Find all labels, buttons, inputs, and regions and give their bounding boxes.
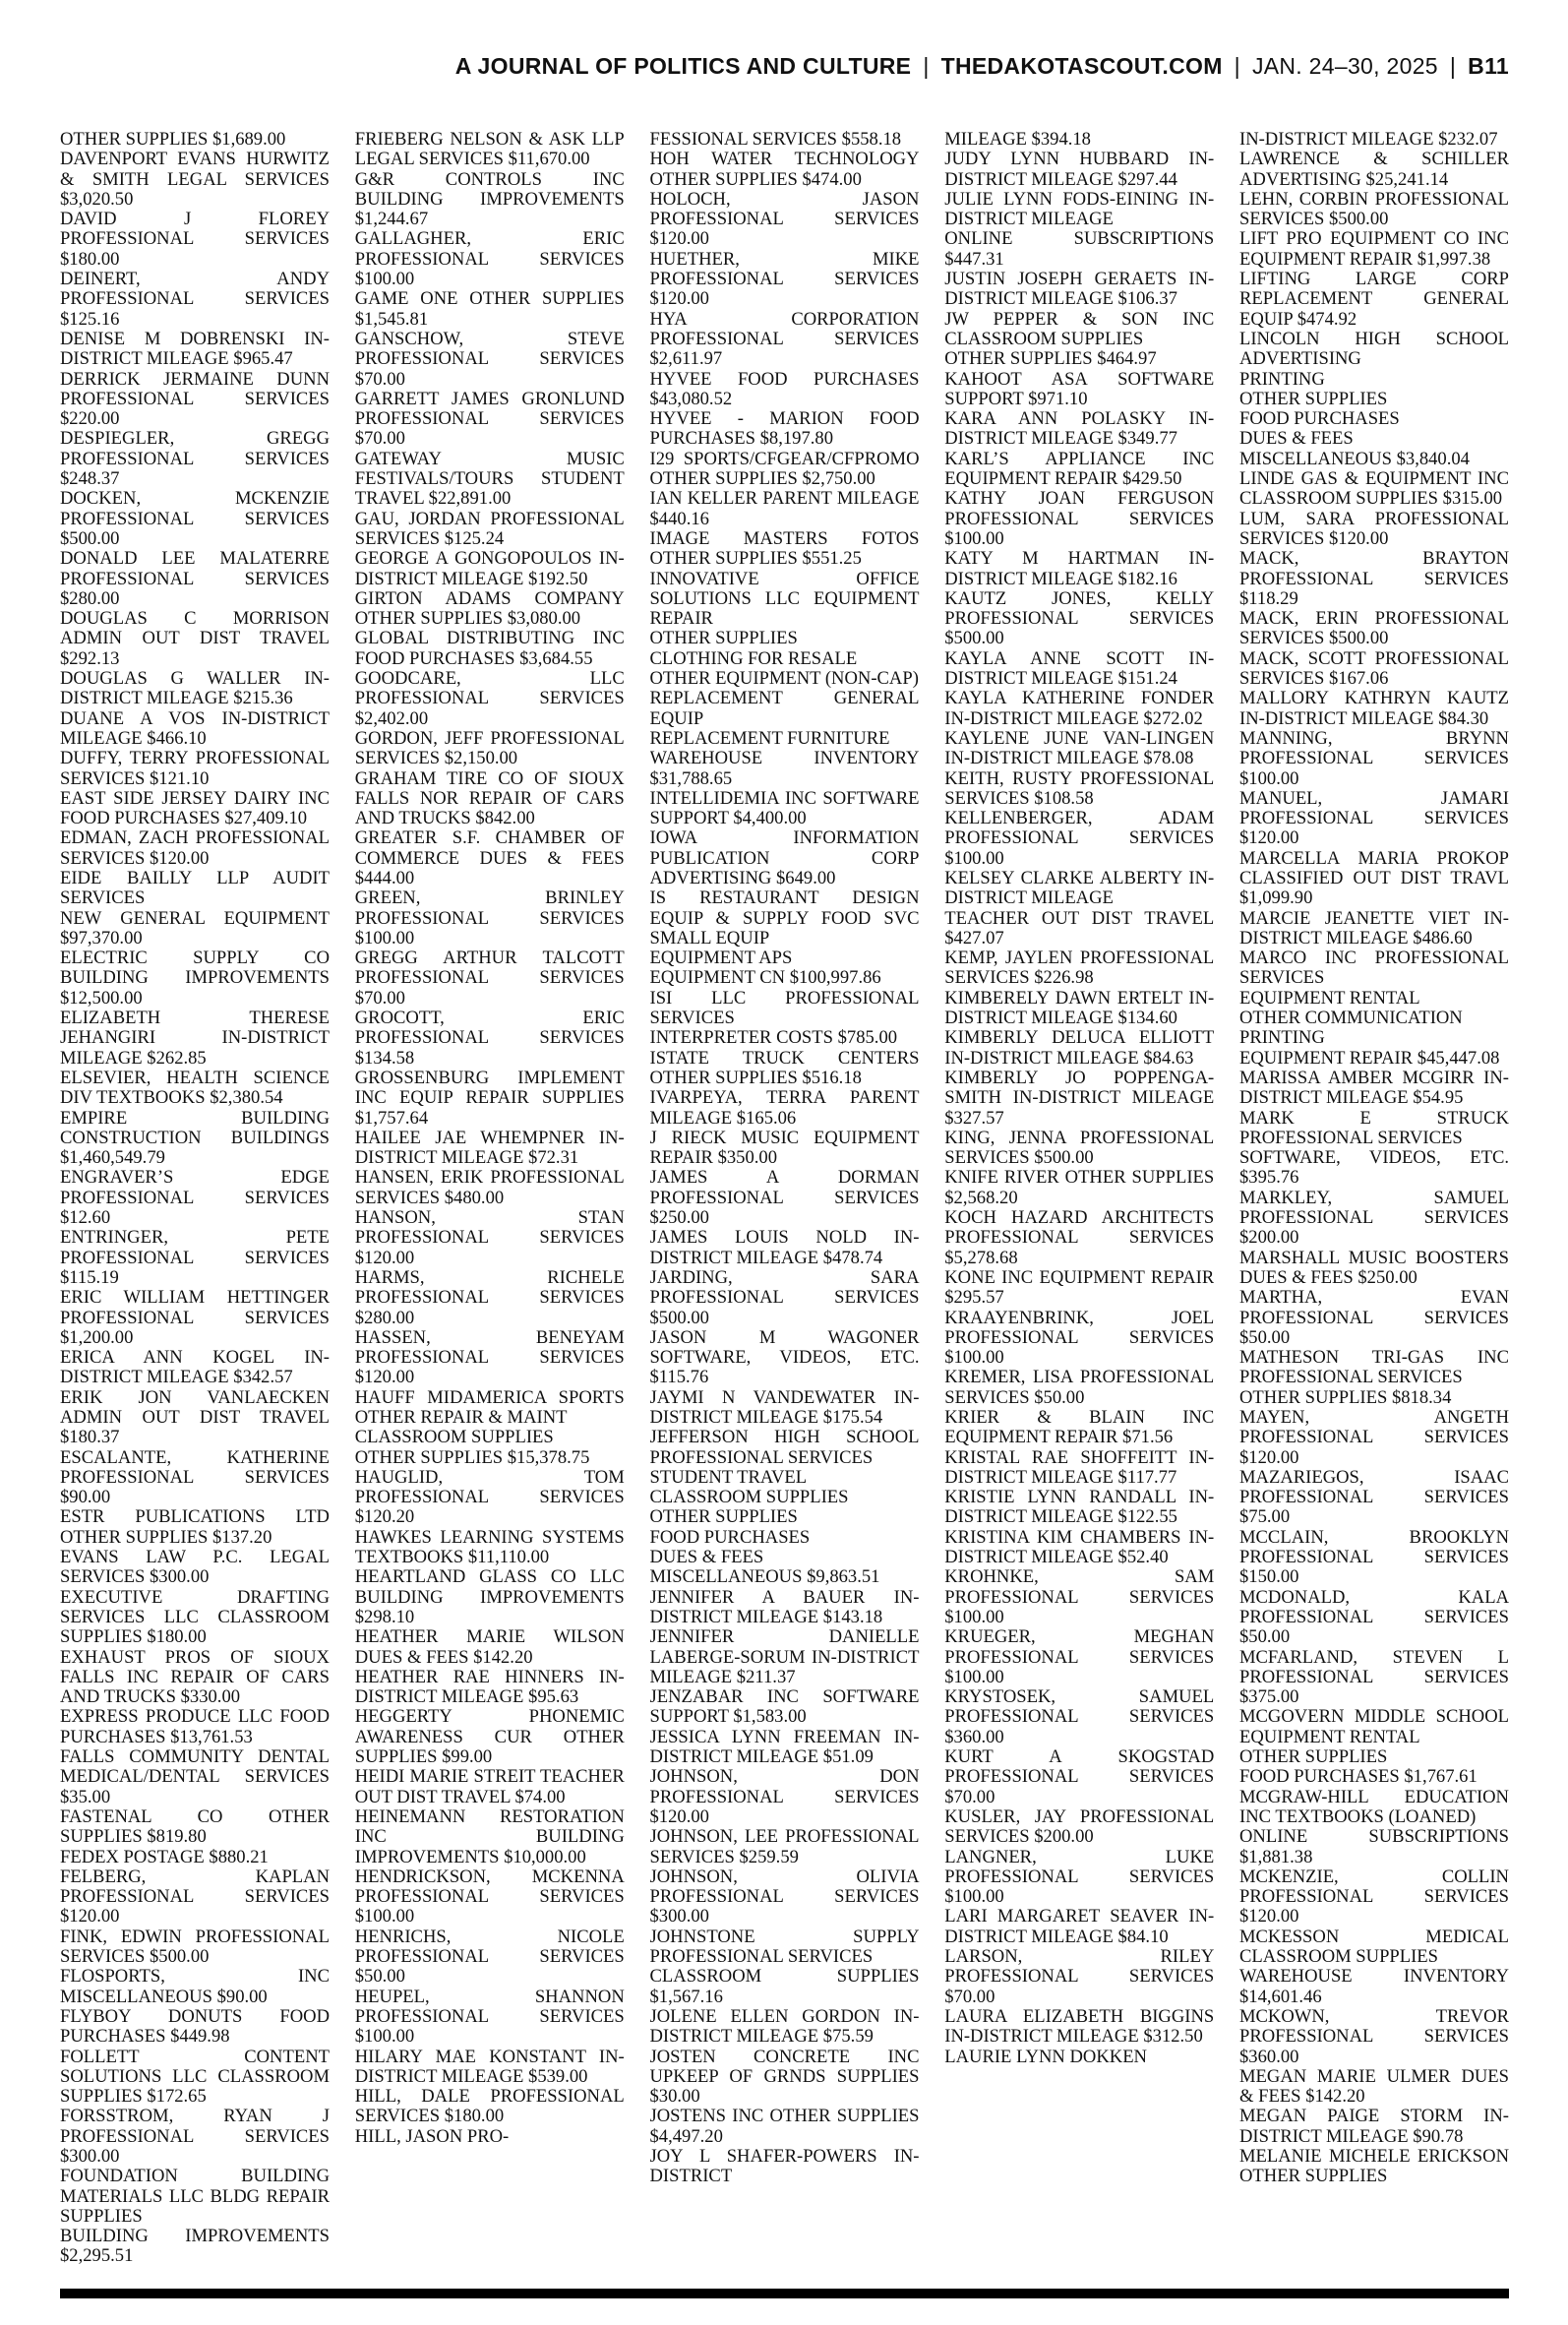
notice-entry: WAREHOUSE INVENTORY $31,788.65 — [649, 748, 920, 789]
notice-entry: LIFT PRO EQUIPMENT CO INC EQUIPMENT REPAIR $1,997.38 — [1239, 228, 1509, 270]
notice-entry: DOUGLAS C MORRISON ADMIN OUT DIST TRAVEL $292.13 — [60, 608, 330, 669]
notice-entry: GLOBAL DISTRIBUTING INC FOOD PURCHASES $3,684.55 — [354, 628, 625, 669]
notice-entry: HOLOCH, JASON PROFESSIONAL SERVICES $120.00 — [649, 188, 920, 250]
notice-entry: JOHNSON, OLIVIA PROFESSIONAL SERVICES $300.00 — [649, 1866, 920, 1927]
site-name: THEDAKOTASCOUT.COM — [940, 52, 1223, 79]
notice-entry: HEINEMANN RESTORATION INC BUILDING IMPROVEMENTS $10,000.00 — [354, 1805, 625, 1867]
notice-entry: JAMES LOUIS NOLD IN-DISTRICT MILEAGE $478.74 — [649, 1227, 920, 1268]
notice-entry: LARSON, RILEY PROFESSIONAL SERVICES $70.00 — [944, 1946, 1215, 2007]
notice-entry: FASTENAL CO OTHER SUPPLIES $819.80 — [60, 1805, 330, 1848]
notice-entry: MAYEN, ANGETH PROFESSIONAL SERVICES $120.00 — [1239, 1407, 1509, 1468]
notice-entry: MACK, BRAYTON PROFESSIONAL SERVICES $118.29 — [1239, 548, 1509, 609]
notice-entry: HASSEN, BENEYAM PROFESSIONAL SERVICES $120.00 — [354, 1326, 625, 1388]
notice-entry: JAMES A DORMAN PROFESSIONAL SERVICES $250.00 — [649, 1167, 920, 1229]
notice-entry: OTHER SUPPLIES — [649, 1506, 798, 1528]
notice-entry: FINK, EDWIN PROFESSIONAL SERVICES $500.00 — [60, 1926, 330, 1968]
notice-entry: IOWA INFORMATION PUBLICATION CORP ADVERTISING $649.00 — [649, 827, 920, 888]
notice-entry: OTHER EQUIPMENT (NON-CAP) — [649, 668, 919, 690]
notice-entry: EIDE BAILLY LLP AUDIT SERVICES — [60, 867, 330, 909]
notice-entry: JUSTIN JOSEPH GERAETS IN-DISTRICT MILEAGE $106.37 — [944, 269, 1215, 310]
notice-entry: OTHER SUPPLIES $464.97 — [944, 348, 1157, 370]
notice-entry: ISTATE TRUCK CENTERS OTHER SUPPLIES $516.18 — [649, 1047, 920, 1088]
notice-entry: JOSTEN CONCRETE INC UPKEEP OF GRNDS SUPPLIES $30.00 — [649, 2046, 920, 2108]
notice-entry: KURT A SKOGSTAD PROFESSIONAL SERVICES $70.00 — [944, 1746, 1215, 1807]
notice-entry: TEACHER OUT DIST TRAVEL $427.07 — [944, 907, 1215, 948]
notice-entry: CLASSROOM SUPPLIES — [649, 1487, 849, 1508]
notice-entry: MCCLAIN, BROOKLYN PROFESSIONAL SERVICES $150.00 — [1239, 1526, 1509, 1588]
notice-entry: LAURA ELIZABETH BIGGINS IN-DISTRICT MILEAGE $312.50 — [944, 2005, 1215, 2048]
notice-entry: KIMBERLY DELUCA ELLIOTT IN-DISTRICT MILEAGE $84.63 — [944, 1027, 1215, 1069]
notice-entry: LIFTING LARGE CORP REPLACEMENT GENERAL EQUIP $474.92 — [1239, 269, 1509, 330]
notice-columns — [60, 130, 1509, 2281]
notice-entry: MCDONALD, KALA PROFESSIONAL SERVICES $50.00 — [1239, 1586, 1509, 1648]
notice-entry: MELANIE MICHELE ERICKSON OTHER SUPPLIES — [1239, 2145, 1509, 2187]
notice-entry: IN-DISTRICT MILEAGE $232.07 — [1239, 130, 1498, 150]
notice-entry: HEATHER RAE HINNERS IN-DISTRICT MILEAGE $95.63 — [354, 1666, 625, 1708]
notice-entry: HEUPEL, SHANNON PROFESSIONAL SERVICES $100.00 — [354, 1986, 625, 2048]
notice-entry: JOHNSON, LEE PROFESSIONAL SERVICES $259.59 — [649, 1826, 920, 1867]
notice-entry: JENNIFER A BAUER IN-DISTRICT MILEAGE $143.18 — [649, 1586, 920, 1627]
notice-entry: DUANE A VOS IN-DISTRICT MILEAGE $466.10 — [60, 707, 330, 749]
notice-entry: OTHER SUPPLIES — [1239, 1746, 1388, 1768]
page-header — [59, 43, 1509, 89]
notice-entry: KELLENBERGER, ADAM PROFESSIONAL SERVICES $100.00 — [944, 808, 1215, 869]
notice-entry: LARI MARGARET SEAVER IN-DISTRICT MILEAGE $84.10 — [944, 1906, 1215, 1947]
notice-entry: KATHY JOAN FERGUSON PROFESSIONAL SERVICES $100.00 — [944, 488, 1215, 549]
page-number: B11 — [1468, 52, 1509, 79]
notice-entry: GRAHAM TIRE CO OF SIOUX FALLS NOR REPAIR OF CARS AND TRUCKS $842.00 — [354, 767, 625, 829]
notice-entry: GAU, JORDAN PROFESSIONAL SERVICES $125.24 — [354, 508, 625, 549]
notice-entry: KRISTINA KIM CHAMBERS IN-DISTRICT MILEAGE $52.40 — [944, 1526, 1215, 1568]
notice-entry: HEGGERTY PHONEMIC AWARENESS CUR OTHER SUPPLIES $99.00 — [354, 1706, 625, 1768]
notice-entry: FOLLETT CONTENT SOLUTIONS LLC CLASSROOM SUPPLIES $172.65 — [60, 2046, 330, 2108]
notice-entry: MCGRAW-HILL EDUCATION INC TEXTBOOKS (LOANED) — [1239, 1786, 1509, 1827]
notice-entry: FELBERG, KAPLAN PROFESSIONAL SERVICES $120.00 — [60, 1866, 330, 1927]
header-separator: | — [923, 52, 930, 79]
notice-entry: I29 SPORTS/CFGEAR/CFPROMO OTHER SUPPLIES $2,750.00 — [649, 448, 920, 490]
notice-entry: DAVENPORT EVANS HURWITZ & SMITH LEGAL SERVICES $3,020.50 — [60, 149, 330, 210]
notice-entry: HAUGLID, TOM PROFESSIONAL SERVICES $120.20 — [354, 1466, 625, 1528]
notice-entry: FESSIONAL SERVICES $558.18 — [649, 130, 902, 150]
notice-entry: MARCO INC PROFESSIONAL SERVICES — [1239, 948, 1509, 989]
notice-entry: MACK, SCOTT PROFESSIONAL SERVICES $167.06 — [1239, 647, 1509, 690]
notice-entry: LINDE GAS & EQUIPMENT INC CLASSROOM SUPPLIES $315.00 — [1239, 468, 1509, 510]
notice-entry: DOCKEN, MCKENZIE PROFESSIONAL SERVICES $500.00 — [60, 488, 330, 549]
notice-entry: HAWKES LEARNING SYSTEMS TEXTBOOKS $11,110.00 — [354, 1526, 625, 1568]
notice-entry: HEATHER MARIE WILSON DUES & FEES $142.20 — [354, 1626, 625, 1668]
notice-entry: KONE INC EQUIPMENT REPAIR $295.57 — [944, 1266, 1215, 1309]
notice-entry: G&R CONTROLS INC BUILDING IMPROVEMENTS $1,244.67 — [354, 168, 625, 230]
notice-entry: JW PEPPER & SON INC CLASSROOM SUPPLIES — [944, 308, 1215, 349]
notice-entry: EVANS LAW P.C. LEGAL SERVICES $300.00 — [60, 1547, 330, 1588]
notice-entry: KRISTIE LYNN RANDALL IN-DISTRICT MILEAGE $122.55 — [944, 1487, 1215, 1528]
notice-entry: WAREHOUSE INVENTORY $14,601.46 — [1239, 1966, 1509, 2007]
notice-entry: DUFFY, TERRY PROFESSIONAL SERVICES $121.10 — [60, 748, 330, 789]
column-4 — [944, 130, 1214, 2281]
notice-entry: LINCOLN HIGH SCHOOL ADVERTISING — [1239, 328, 1509, 370]
notice-entry: DERRICK JERMAINE DUNN PROFESSIONAL SERVICES $220.00 — [60, 368, 330, 430]
notice-entry: FOOD PURCHASES — [1239, 408, 1400, 430]
notice-entry: HENRICHS, NICOLE PROFESSIONAL SERVICES $50.00 — [354, 1926, 625, 1988]
notice-entry: SOFTWARE, VIDEOS, ETC. $395.76 — [1239, 1147, 1509, 1189]
notice-entry: ELECTRIC SUPPLY CO BUILDING IMPROVEMENTS $12,500.00 — [60, 948, 330, 1009]
notice-entry: MEGAN MARIE ULMER DUES & FEES $142.20 — [1239, 2065, 1509, 2108]
notice-entry: KIMBERLY JO POPPENGA-SMITH IN-DISTRICT MILEAGE $327.57 — [944, 1067, 1215, 1129]
notice-entry: MCKENZIE, COLLIN PROFESSIONAL SERVICES $120.00 — [1239, 1866, 1509, 1927]
notice-entry: HYVEE - MARION FOOD PURCHASES $8,197.80 — [649, 408, 920, 450]
issue-date: JAN. 24–30, 2025 — [1251, 52, 1438, 79]
notice-entry: LAURIE LYNN DOKKEN — [944, 2046, 1147, 2067]
notice-entry: MCKESSON MEDICAL CLASSROOM SUPPLIES — [1239, 1926, 1509, 1968]
notice-entry: LUM, SARA PROFESSIONAL SERVICES $120.00 — [1239, 508, 1509, 549]
notice-entry: MARCIE JEANETTE VIET IN-DISTRICT MILEAGE $486.60 — [1239, 907, 1509, 948]
notice-entry: FRIEBERG NELSON & ASK LLP LEGAL SERVICES $11,670.00 — [354, 130, 625, 170]
notice-entry: REPLACEMENT GENERAL EQUIP — [649, 688, 920, 729]
notice-entry: DENISE M DOBRENSKI IN-DISTRICT MILEAGE $965.47 — [60, 328, 330, 370]
notice-entry: KRYSTOSEK, SAMUEL PROFESSIONAL SERVICES $360.00 — [944, 1686, 1215, 1747]
notice-entry: HYVEE FOOD PURCHASES $43,080.52 — [649, 368, 920, 409]
notice-entry: CLASSROOM SUPPLIES $1,567.16 — [649, 1966, 920, 2007]
notice-entry: LAWRENCE & SCHILLER ADVERTISING $25,241.14 — [1239, 149, 1509, 190]
notice-entry: STUDENT TRAVEL — [649, 1466, 808, 1488]
notice-entry: MARCELLA MARIA PROKOP CLASSIFIED OUT DIST TRAVL $1,099.90 — [1239, 847, 1509, 909]
notice-entry: FALLS COMMUNITY DENTAL MEDICAL/DENTAL SERVICES $35.00 — [60, 1746, 330, 1807]
notice-entry: CLASSROOM SUPPLIES — [354, 1427, 554, 1448]
notice-entry: EDMAN, ZACH PROFESSIONAL SERVICES $120.00 — [60, 827, 330, 869]
notice-entry: IVARPEYA, TERRA PARENT MILEAGE $165.06 — [649, 1087, 920, 1129]
notice-entry: OTHER SUPPLIES $818.34 — [1239, 1386, 1452, 1408]
notice-entry: INTERPRETER COSTS $785.00 — [649, 1027, 898, 1049]
notice-entry: MACK, ERIN PROFESSIONAL SERVICES $500.00 — [1239, 608, 1509, 649]
notice-entry: ERIK JON VANLAECKEN ADMIN OUT DIST TRAVEL $180.37 — [60, 1386, 330, 1448]
notice-entry: KREMER, LISA PROFESSIONAL SERVICES $50.00 — [944, 1367, 1215, 1408]
notice-entry: KAYLA ANNE SCOTT IN-DISTRICT MILEAGE $151.24 — [944, 647, 1215, 690]
notice-entry: KATY M HARTMAN IN-DISTRICT MILEAGE $182.16 — [944, 548, 1215, 589]
notice-entry: JOHNSON, DON PROFESSIONAL SERVICES $120.00 — [649, 1766, 920, 1827]
notice-entry: KAHOOT ASA SOFTWARE SUPPORT $971.10 — [944, 368, 1215, 409]
notice-entry: MARKLEY, SAMUEL PROFESSIONAL SERVICES $200.00 — [1239, 1187, 1509, 1249]
notice-entry: HANSEN, ERIK PROFESSIONAL SERVICES $480.00 — [354, 1167, 625, 1208]
notice-entry: EAST SIDE JERSEY DAIRY INC FOOD PURCHASES $27,409.10 — [60, 787, 330, 829]
notice-entry: MANNING, BRYNN PROFESSIONAL SERVICES $100.00 — [1239, 727, 1509, 789]
column-2 — [355, 130, 625, 2281]
notice-entry: JOLENE ELLEN GORDON IN-DISTRICT MILEAGE $75.59 — [649, 2005, 920, 2048]
notice-entry: JARDING, SARA PROFESSIONAL SERVICES $500.00 — [649, 1266, 920, 1328]
notice-entry: NEW GENERAL EQUIPMENT $97,370.00 — [60, 907, 330, 948]
notice-entry: JUDY LYNN HUBBARD IN-DISTRICT MILEAGE $297.44 — [944, 149, 1215, 190]
notice-entry: ISI LLC PROFESSIONAL SERVICES — [649, 987, 920, 1029]
notice-entry: MISCELLANEOUS $3,840.04 — [1239, 448, 1470, 469]
notice-entry: KING, JENNA PROFESSIONAL SERVICES $500.00 — [944, 1127, 1215, 1169]
notice-entry: GIRTON ADAMS COMPANY OTHER SUPPLIES $3,080.00 — [354, 587, 625, 630]
notice-entry: OTHER SUPPLIES — [649, 628, 798, 649]
column-5 — [1239, 130, 1509, 2281]
notice-entry: ENTRINGER, PETE PROFESSIONAL SERVICES $115.19 — [60, 1227, 330, 1288]
notice-entry: KNIFE RIVER OTHER SUPPLIES $2,568.20 — [944, 1167, 1215, 1208]
notice-entry: IMAGE MASTERS FOTOS OTHER SUPPLIES $551.25 — [649, 527, 920, 570]
notice-entry: FEDEX POSTAGE $880.21 — [60, 1846, 269, 1867]
notice-entry: JOSTENS INC OTHER SUPPLIES $4,497.20 — [649, 2106, 920, 2147]
notice-entry: KOCH HAZARD ARCHITECTS PROFESSIONAL SERVICES $5,278.68 — [944, 1207, 1215, 1268]
notice-entry: KEITH, RUSTY PROFESSIONAL SERVICES $108.58 — [944, 767, 1215, 809]
notice-entry: GAME ONE OTHER SUPPLIES $1,545.81 — [354, 288, 625, 330]
notice-entry: HILL, DALE PROFESSIONAL SERVICES $180.00 — [354, 2086, 625, 2127]
notice-entry: IS RESTAURANT DESIGN EQUIP & SUPPLY FOOD SVC SMALL EQUIP — [649, 887, 920, 948]
notice-entry: FORSSTROM, RYAN J PROFESSIONAL SERVICES $300.00 — [60, 2106, 330, 2167]
notice-entry: KAYLENE JUNE VAN-LINGEN IN-DISTRICT MILEAGE $78.08 — [944, 727, 1215, 769]
notice-entry: JASON M WAGONER SOFTWARE, VIDEOS, ETC. $115.76 — [649, 1326, 920, 1388]
notice-entry: J RIECK MUSIC EQUIPMENT REPAIR $350.00 — [649, 1127, 920, 1169]
notice-entry: MCGOVERN MIDDLE SCHOOL EQUIPMENT RENTAL — [1239, 1706, 1509, 1747]
notice-entry: MARK E STRUCK PROFESSIONAL SERVICES — [1239, 1107, 1509, 1148]
notice-entry: HOH WATER TECHNOLOGY OTHER SUPPLIES $474.00 — [649, 149, 920, 190]
notice-entry: DUES & FEES — [1239, 428, 1354, 450]
notice-entry: GOODCARE, LLC PROFESSIONAL SERVICES $2,402.00 — [354, 668, 625, 729]
notice-entry: GARRETT JAMES GRONLUND PROFESSIONAL SERVICES $70.00 — [354, 388, 625, 450]
notice-entry: HANSON, STAN PROFESSIONAL SERVICES $120.00 — [354, 1207, 625, 1268]
bottom-rule — [60, 2289, 1509, 2298]
notice-entry: JULIE LYNN FODS-EINING IN-DISTRICT MILEAGE — [944, 188, 1215, 230]
header-separator: | — [1234, 52, 1240, 79]
notice-entry: MALLORY KATHRYN KAUTZ IN-DISTRICT MILEAGE $84.30 — [1239, 688, 1509, 729]
notice-entry: HILARY MAE KONSTANT IN-DISTRICT MILEAGE $539.00 — [354, 2046, 625, 2087]
notice-entry: FLOSPORTS, INC MISCELLANEOUS $90.00 — [60, 1966, 330, 2007]
notice-entry: KRAAYENBRINK, JOEL PROFESSIONAL SERVICES $100.00 — [944, 1307, 1215, 1369]
notice-entry: EQUIPMENT APS — [649, 948, 793, 969]
notice-entry: GREGG ARTHUR TALCOTT PROFESSIONAL SERVICES $70.00 — [354, 948, 625, 1009]
notice-entry: MCFARLAND, STEVEN L PROFESSIONAL SERVICES $375.00 — [1239, 1646, 1509, 1708]
notice-entry: MATHESON TRI-GAS INC PROFESSIONAL SERVICES — [1239, 1347, 1509, 1388]
notice-entry: ONLINE SUBSCRIPTIONS $1,881.38 — [1239, 1826, 1509, 1867]
notice-entry: KRIER & BLAIN INC EQUIPMENT REPAIR $71.56 — [944, 1407, 1215, 1448]
notice-entry: JESSICA LYNN FREEMAN IN-DISTRICT MILEAGE $51.09 — [649, 1726, 920, 1768]
notice-entry: DOUGLAS G WALLER IN-DISTRICT MILEAGE $215.36 — [60, 668, 330, 709]
notice-entry: HILL, JASON PRO- — [354, 2125, 510, 2147]
notice-entry: KRISTAL RAE SHOFFEITT IN-DISTRICT MILEAGE $117.77 — [944, 1446, 1215, 1488]
notice-entry: KELSEY CLARKE ALBERTY IN-DISTRICT MILEAGE — [944, 867, 1215, 909]
notice-entry: PRINTING — [1239, 1027, 1325, 1049]
notice-entry: OTHER COMMUNICATION — [1239, 1008, 1463, 1029]
notice-entry: KROHNKE, SAM PROFESSIONAL SERVICES $100.00 — [944, 1566, 1215, 1627]
notice-entry: HUETHER, MIKE PROFESSIONAL SERVICES $120.00 — [649, 248, 920, 310]
notice-entry: ERIC WILLIAM HETTINGER PROFESSIONAL SERVICES $1,200.00 — [60, 1287, 330, 1348]
notice-entry: GROCOTT, ERIC PROFESSIONAL SERVICES $134.58 — [354, 1008, 625, 1069]
notice-entry: PRINTING — [1239, 368, 1325, 390]
notice-entry: HAILEE JAE WHEMPNER IN-DISTRICT MILEAGE $72.31 — [354, 1127, 625, 1169]
notice-entry: HEARTLAND GLASS CO LLC BUILDING IMPROVEMENTS $298.10 — [354, 1566, 625, 1627]
notice-entry: EQUIPMENT RENTAL — [1239, 987, 1420, 1009]
notice-entry: ONLINE SUBSCRIPTIONS $447.31 — [944, 228, 1215, 270]
notice-entry: JOY L SHAFER-POWERS IN-DISTRICT — [649, 2145, 920, 2187]
notice-entry: DUES & FEES — [649, 1547, 764, 1568]
notice-entry: GEORGE A GONGOPOULOS IN-DISTRICT MILEAGE $192.50 — [354, 548, 625, 589]
notice-entry: FOOD PURCHASES — [649, 1526, 811, 1548]
notice-entry: JAYMI N VANDEWATER IN-DISTRICT MILEAGE $175.54 — [649, 1386, 920, 1428]
notice-entry: DONALD LEE MALATERRE PROFESSIONAL SERVICES $280.00 — [60, 548, 330, 609]
notice-entry: MARSHALL MUSIC BOOSTERS DUES & FEES $250.00 — [1239, 1247, 1509, 1288]
notice-entry: HYA CORPORATION PROFESSIONAL SERVICES $2,611.97 — [649, 308, 920, 370]
notice-entry: ESTR PUBLICATIONS LTD OTHER SUPPLIES $137.20 — [60, 1506, 330, 1548]
notice-entry: ELIZABETH THERESE JEHANGIRI IN-DISTRICT MILEAGE $262.85 — [60, 1008, 330, 1069]
notice-entry: ESCALANTE, KATHERINE PROFESSIONAL SERVICES $90.00 — [60, 1446, 330, 1508]
notice-entry: HENDRICKSON, MCKENNA PROFESSIONAL SERVICES $100.00 — [354, 1866, 625, 1927]
notice-entry: KARA ANN POLASKY IN-DISTRICT MILEAGE $349.77 — [944, 408, 1215, 450]
notice-entry: CLOTHING FOR RESALE — [649, 647, 858, 669]
notice-entry: DAVID J FLOREY PROFESSIONAL SERVICES $180.00 — [60, 209, 330, 270]
notice-entry: JOHNSTONE SUPPLY PROFESSIONAL SERVICES — [649, 1926, 920, 1968]
notice-entry: EMPIRE BUILDING CONSTRUCTION BUILDINGS $1,460,549.79 — [60, 1107, 330, 1169]
notice-entry: EQUIPMENT REPAIR $45,447.08 — [1239, 1047, 1500, 1069]
notice-entry: MILEAGE $394.18 — [944, 130, 1091, 150]
notice-entry: GORDON, JEFF PROFESSIONAL SERVICES $2,150.00 — [354, 727, 625, 769]
notice-entry: JENNIFER DANIELLE LABERGE-SORUM IN-DISTRICT MILEAGE $211.37 — [649, 1626, 920, 1687]
notice-entry: DESPIEGLER, GREGG PROFESSIONAL SERVICES $248.37 — [60, 428, 330, 490]
notice-entry: EXECUTIVE DRAFTING SERVICES LLC CLASSROOM SUPPLIES $180.00 — [60, 1586, 330, 1648]
notice-entry: MCKOWN, TREVOR PROFESSIONAL SERVICES $360.00 — [1239, 2005, 1509, 2067]
header-separator: | — [1449, 52, 1457, 79]
column-1 — [60, 130, 330, 2281]
notice-entry: MARTHA, EVAN PROFESSIONAL SERVICES $50.00 — [1239, 1287, 1509, 1348]
notice-entry: KRUEGER, MEGHAN PROFESSIONAL SERVICES $100.00 — [944, 1626, 1215, 1687]
notice-entry: GROSSENBURG IMPLEMENT INC EQUIP REPAIR SUPPLIES $1,757.64 — [354, 1067, 625, 1129]
notice-entry: KEMP, JAYLEN PROFESSIONAL SERVICES $226.98 — [944, 948, 1215, 989]
notice-entry: DEINERT, ANDY PROFESSIONAL SERVICES $125.16 — [60, 269, 330, 330]
notice-entry: BUILDING IMPROVEMENTS $2,295.51 — [60, 2226, 330, 2267]
notice-entry: KARL’S APPLIANCE INC EQUIPMENT REPAIR $429.50 — [944, 448, 1215, 490]
notice-entry: HEIDI MARIE STREIT TEACHER OUT DIST TRAVEL $74.00 — [354, 1766, 625, 1807]
notice-entry: LEHN, CORBIN PROFESSIONAL SERVICES $500.00 — [1239, 188, 1509, 230]
notice-entry: FOUNDATION BUILDING MATERIALS LLC BLDG REPAIR SUPPLIES — [60, 2166, 330, 2227]
notice-entry: KAYLA KATHERINE FONDER IN-DISTRICT MILEAGE $272.02 — [944, 688, 1215, 729]
notice-entry: GREEN, BRINLEY PROFESSIONAL SERVICES $100.00 — [354, 887, 625, 948]
notice-entry: JEFFERSON HIGH SCHOOL PROFESSIONAL SERVICES — [649, 1427, 920, 1468]
publication-tagline: A JOURNAL OF POLITICS AND CULTURE — [454, 52, 912, 79]
notice-entry: GREATER S.F. CHAMBER OF COMMERCE DUES & FEES $444.00 — [354, 827, 625, 888]
notice-entry: OTHER SUPPLIES $1,689.00 — [60, 130, 286, 150]
notice-entry: ELSEVIER, HEALTH SCIENCE DIV TEXTBOOKS $2,380.54 — [60, 1067, 330, 1109]
notice-entry: HARMS, RICHELE PROFESSIONAL SERVICES $280.00 — [354, 1266, 625, 1328]
notice-entry: IAN KELLER PARENT MILEAGE $440.16 — [649, 488, 920, 529]
notice-entry: GATEWAY MUSIC FESTIVALS/TOURS STUDENT TRAVEL $22,891.00 — [354, 448, 625, 510]
notice-entry: LANGNER, LUKE PROFESSIONAL SERVICES $100.00 — [944, 1846, 1215, 1908]
notice-entry: GALLAGHER, ERIC PROFESSIONAL SERVICES $100.00 — [354, 228, 625, 290]
notice-entry: MISCELLANEOUS $9,863.51 — [649, 1566, 880, 1588]
notice-entry: MARISSA AMBER MCGIRR IN-DISTRICT MILEAGE $54.95 — [1239, 1067, 1509, 1109]
notice-entry: INTELLIDEMIA INC SOFTWARE SUPPORT $4,400.00 — [649, 787, 920, 829]
notice-entry: EXHAUST PROS OF SIOUX FALLS INC REPAIR OF CARS AND TRUCKS $330.00 — [60, 1646, 330, 1708]
notice-entry: FOOD PURCHASES $1,767.61 — [1239, 1766, 1478, 1788]
notice-entry: EQUIPMENT CN $100,997.86 — [649, 967, 881, 989]
column-3 — [650, 130, 920, 2281]
notice-entry: JENZABAR INC SOFTWARE SUPPORT $1,583.00 — [649, 1686, 920, 1728]
notice-entry: EXPRESS PRODUCE LLC FOOD PURCHASES $13,761.53 — [60, 1706, 330, 1747]
notice-entry: KUSLER, JAY PROFESSIONAL SERVICES $200.00 — [944, 1805, 1215, 1848]
notice-entry: ERICA ANN KOGEL IN-DISTRICT MILEAGE $342.57 — [60, 1347, 330, 1388]
notice-entry: REPLACEMENT FURNITURE — [649, 727, 890, 749]
notice-entry: OTHER SUPPLIES $15,378.75 — [354, 1446, 590, 1468]
notice-entry: FLYBOY DONUTS FOOD PURCHASES $449.98 — [60, 2005, 330, 2048]
notice-entry: HAUFF MIDAMERICA SPORTS OTHER REPAIR & MAINT — [354, 1386, 625, 1428]
notice-entry: GANSCHOW, STEVE PROFESSIONAL SERVICES $70.00 — [354, 328, 625, 390]
notice-entry: INNOVATIVE OFFICE SOLUTIONS LLC EQUIPMENT REPAIR — [649, 568, 920, 630]
notice-entry: KAUTZ JONES, KELLY PROFESSIONAL SERVICES $500.00 — [944, 587, 1215, 649]
notice-entry: MANUEL, JAMARI PROFESSIONAL SERVICES $120.00 — [1239, 787, 1509, 849]
notice-entry: OTHER SUPPLIES — [1239, 388, 1388, 409]
notice-entry: MEGAN PAIGE STORM IN-DISTRICT MILEAGE $90.78 — [1239, 2106, 1509, 2147]
notice-entry: ENGRAVER’S EDGE PROFESSIONAL SERVICES $12.60 — [60, 1167, 330, 1229]
notice-entry: KIMBERELY DAWN ERTELT IN-DISTRICT MILEAGE $134.60 — [944, 987, 1215, 1029]
notice-entry: MAZARIEGOS, ISAAC PROFESSIONAL SERVICES $75.00 — [1239, 1466, 1509, 1528]
